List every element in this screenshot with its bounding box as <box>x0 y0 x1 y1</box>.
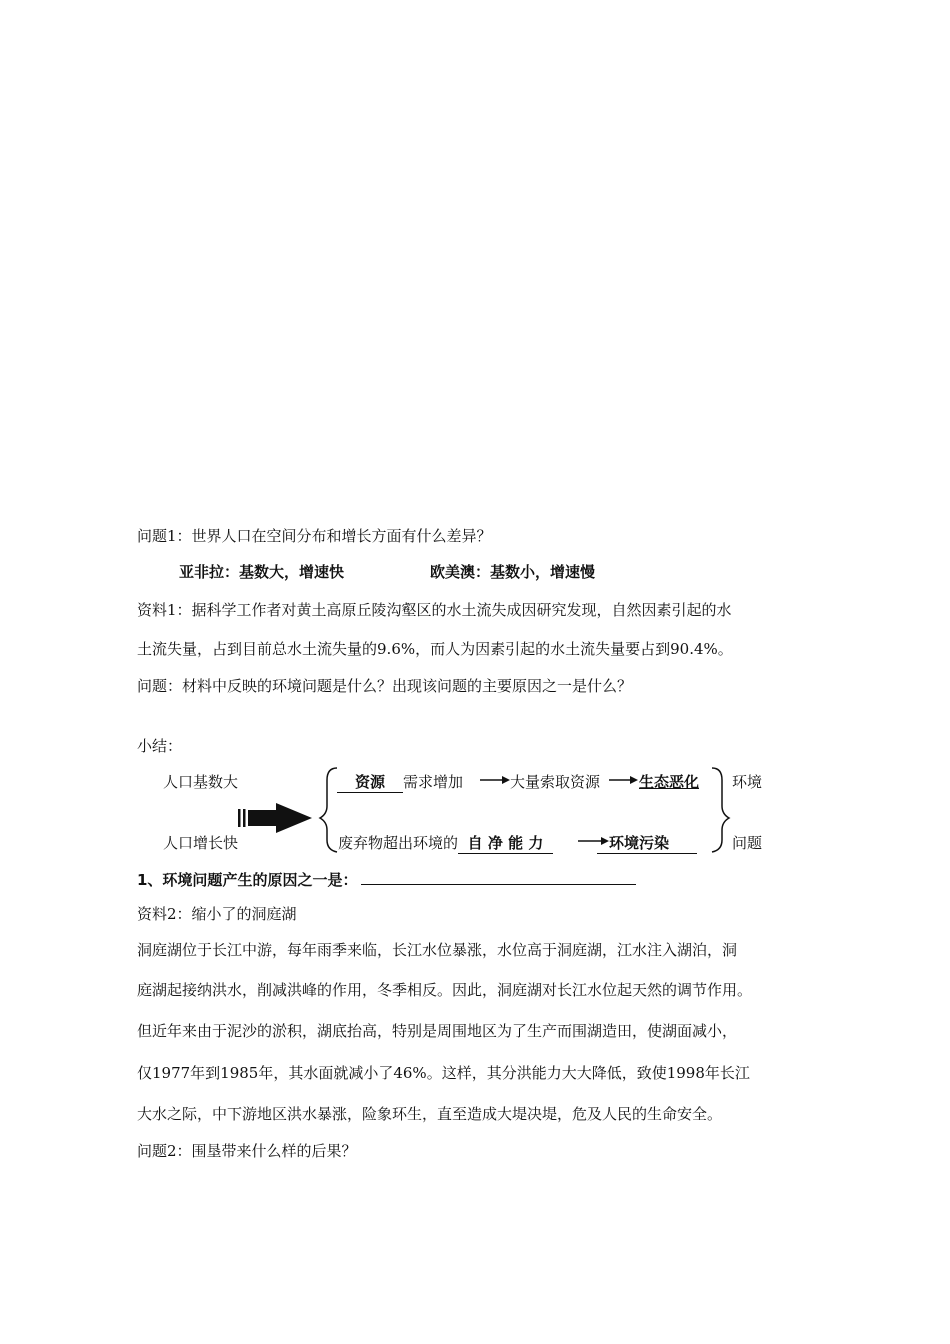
summary-left-top: 人口基数大 <box>163 773 239 791</box>
material-2-line-2: 庭湖起接纳洪水，削减洪峰的作用，冬季相反。因此，洞庭湖对长江水位起天然的调节作用。 <box>137 981 753 999</box>
answer-1-left: 亚非拉：基数大，增速快 <box>179 563 345 581</box>
thick-arrow-icon <box>238 803 312 833</box>
right-brace-icon <box>712 768 729 852</box>
summary-right-top: 环境 <box>732 773 763 791</box>
material-1-line-1: 资料1：据科学工作者对黄土高原丘陵沟壑区的水土流失成因研究发现，自然因素引起的水 <box>137 601 732 619</box>
demand-text: 需求增加 <box>403 773 464 791</box>
answer-blank <box>361 870 636 885</box>
arrow-icon <box>480 776 510 784</box>
arrow-icon <box>609 776 638 784</box>
material-2-line-5: 大水之际，中下游地区洪水暴涨，险象环生，直至造成大堤决堤，危及人民的生命安全。 <box>137 1105 723 1123</box>
environment-question: 问题：材料中反映的环境问题是什么？出现该问题的主要原因之一是什么？ <box>137 677 633 695</box>
summary-right-bottom: 问题 <box>732 834 763 852</box>
summary-title: 小结： <box>137 737 183 755</box>
material-2-title: 资料2：缩小了的洞庭湖 <box>137 905 297 923</box>
answer-1-right: 欧美澳：基数小，增速慢 <box>430 563 596 581</box>
point-1: 1、环境问题产生的原因之一是： <box>137 870 636 890</box>
pollution-result: 环境污染 <box>597 833 697 854</box>
material-2-line-1: 洞庭湖位于长江中游，每年雨季来临，长江水位暴涨，水位高于洞庭湖，江水注入湖泊，洞 <box>137 941 738 959</box>
material-1-line-2: 土流失量，占到目前总水土流失量的9.6%，而人为因素引起的水土流失量要占到90.4%。 <box>137 640 733 658</box>
resource-blank: 资源 <box>337 772 403 793</box>
summary-left-bottom: 人口增长快 <box>163 834 239 852</box>
left-brace-icon <box>320 768 337 852</box>
ecology-result: 生态恶化 <box>639 773 700 791</box>
question-2: 问题2：围垦带来什么样的后果？ <box>137 1142 357 1160</box>
summary-row-1 <box>337 772 463 793</box>
summary-row-2 <box>338 833 553 854</box>
self-purification-blank: 自 净 能 力 <box>458 833 553 854</box>
extraction-text: 大量索取资源 <box>510 773 601 791</box>
question-1: 问题1：世界人口在空间分布和增长方面有什么差异？ <box>137 527 492 545</box>
material-2-line-4: 仅1977年到1985年，其水面就减小了46%。这样，其分洪能力大大降低，致使1998年长江 <box>137 1064 750 1082</box>
waste-text: 废弃物超出环境的 <box>338 834 459 852</box>
material-2-line-3: 但近年来由于泥沙的淤积，湖底抬高，特别是周围地区为了生产而围湖造田，使湖面减小， <box>137 1022 738 1040</box>
